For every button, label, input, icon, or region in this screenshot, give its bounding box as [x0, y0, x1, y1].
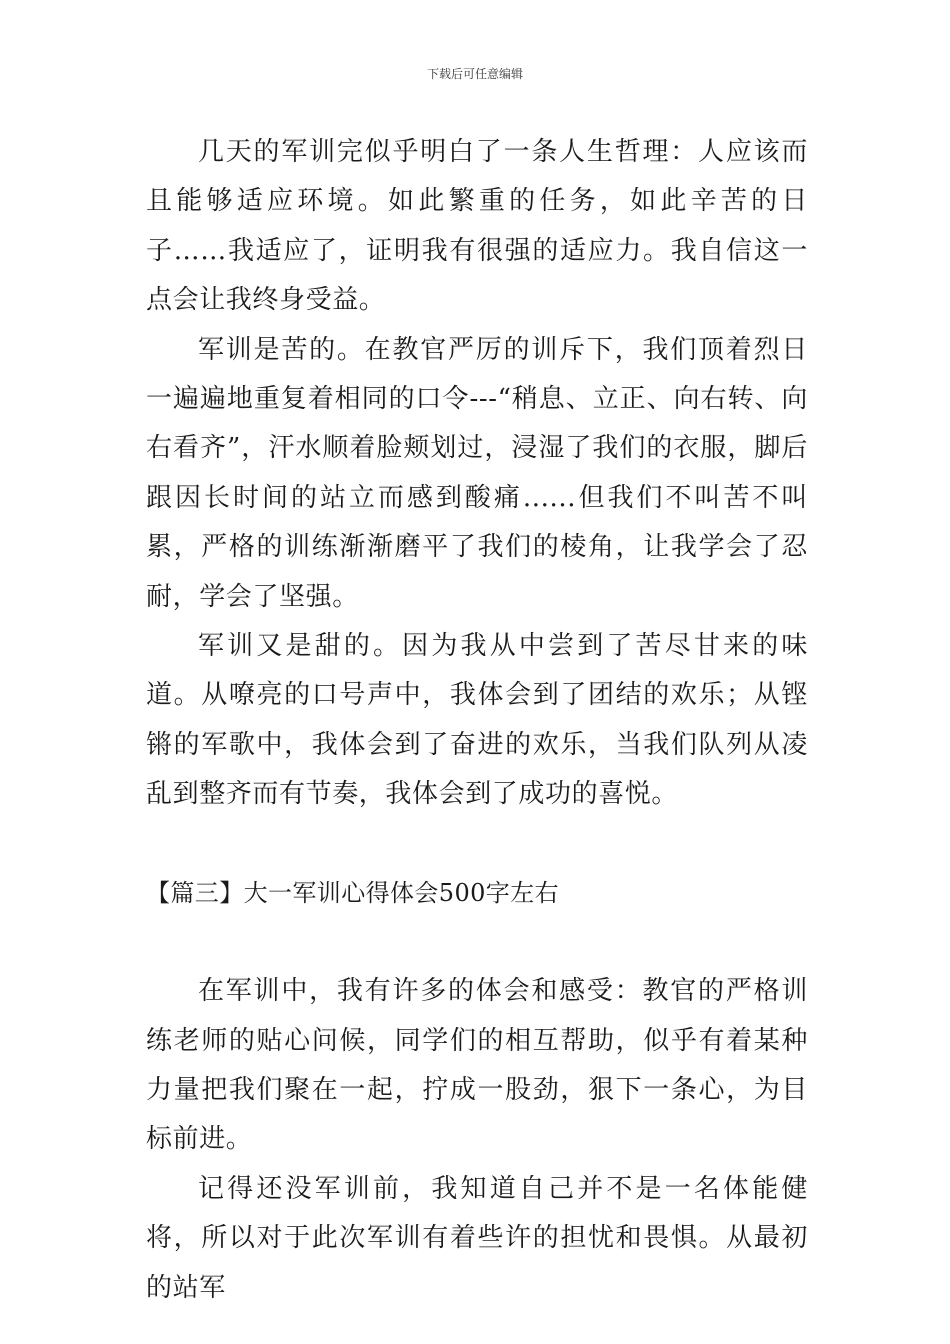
paragraph-bitter: 军训是苦的。在教官严厉的训斥下，我们顶着烈日一遍遍地重复着相同的口令---“稍息、立正、向右转、向右看齐”，汗水顺着脸颊划过，浸湿了我们的衣服，脚后跟因长时间的站立而感到酸痛......但我们不叫苦不叫累，严格的训练渐渐磨平了我们的棱角，让我学会了忍耐，学会了坚强。: [146, 334, 808, 612]
document-body: [146, 128, 808, 1313]
paragraph-memory: 记得还没军训前，我知道自己并不是一名体能健将，所以对于此次军训有着些许的担忧和畏惧。从最初的站军: [146, 1173, 808, 1303]
paragraph-feelings: 在军训中，我有许多的体会和感受：教官的严格训练老师的贴心问候，同学们的相互帮助，似乎有着某种力量把我们聚在一起，拧成一股劲，狠下一条心，为目标前进。: [146, 976, 808, 1155]
section-title: 【篇三】大一军训心得体会500字左右: [146, 878, 560, 907]
header-note: 下载后可任意编辑: [426, 67, 523, 81]
paragraph-sweet: 军训又是甜的。因为我从中尝到了苦尽甘来的味道。从嘹亮的口号声中，我体会到了团结的欢乐；从铿锵的军歌中，我体会到了奋进的欢乐，当我们队列从凌乱到整齐而有节奏，我体会到了成功的喜悦。: [146, 631, 808, 810]
paragraph-adaptation: 几天的军训完似乎明白了一条人生哲理：人应该而且能够适应环境。如此繁重的任务，如此辛苦的日子……我适应了，证明我有很强的适应力。我自信这一点会让我终身受益。: [146, 137, 808, 316]
